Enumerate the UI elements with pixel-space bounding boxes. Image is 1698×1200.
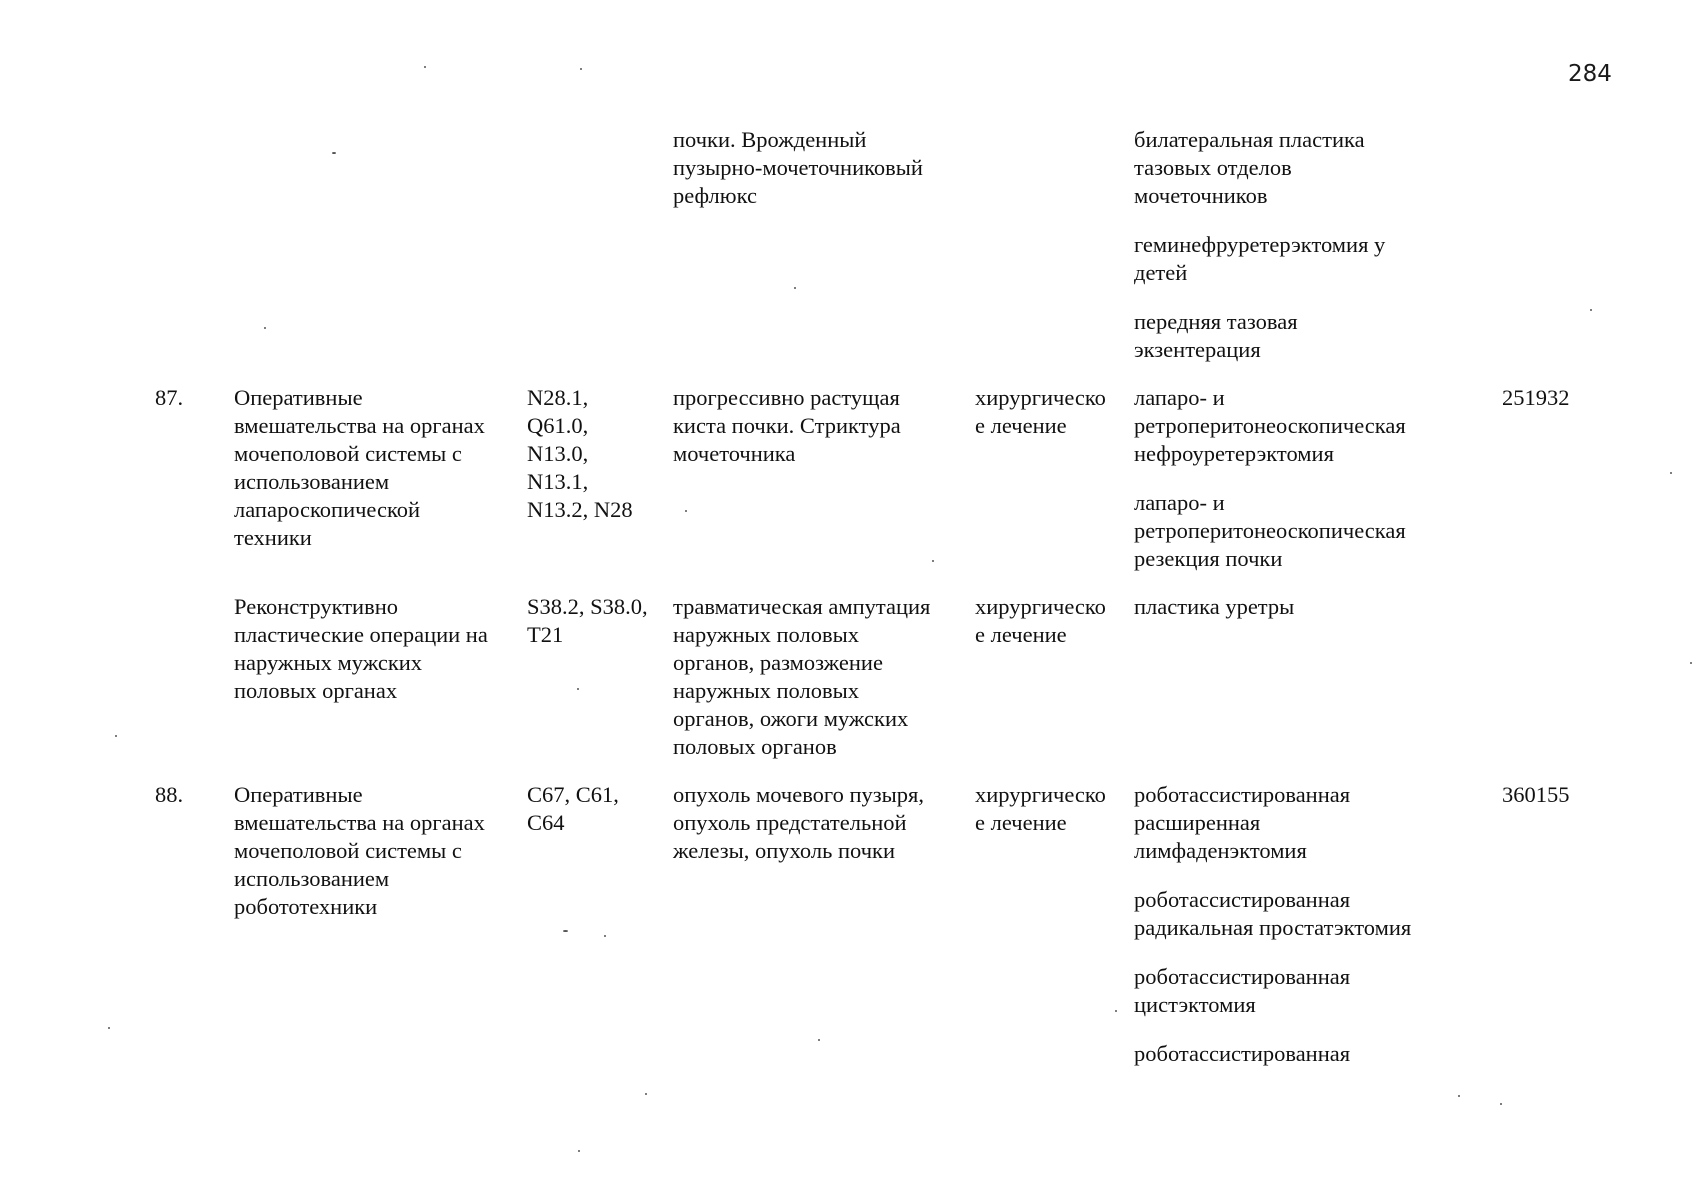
procedure-line: лапаро- и: [1134, 385, 1225, 410]
procedure-line: мочеточников: [1134, 183, 1268, 208]
icd-code-line: C64: [527, 810, 565, 835]
treatment-line: хирургическо: [975, 594, 1106, 619]
procedure-line: передняя тазовая: [1134, 309, 1298, 334]
diagnosis-line: железы, опухоль почки: [673, 838, 895, 863]
service-name-line: мочеполовой системы с: [234, 441, 462, 466]
service-name-cell: [234, 781, 485, 921]
diagnosis-line: мочеточника: [673, 441, 796, 466]
scan-speck: [685, 510, 687, 512]
scan-speck: [818, 1039, 820, 1041]
procedures-cell: [1134, 593, 1294, 621]
scan-speck: [577, 688, 579, 690]
treatment-type-cell: [975, 593, 1106, 649]
scan-speck: [932, 560, 934, 562]
service-name-line: использованием: [234, 469, 390, 494]
icd-code-line: N28.1,: [527, 385, 589, 410]
service-name-line: робототехники: [234, 894, 378, 919]
diagnosis-line: пузырно-мочеточниковый: [673, 155, 923, 180]
procedure-item: [1134, 963, 1411, 1019]
service-name-line: половых органах: [234, 678, 398, 703]
service-name-line: наружных мужских: [234, 650, 423, 675]
procedure-line: ретроперитонеоскопическая: [1134, 413, 1406, 438]
procedure-line: пластика уретры: [1134, 594, 1295, 619]
treatment-type-cell: [975, 384, 1106, 440]
icd-code-line: C67, C61,: [527, 782, 619, 807]
diagnosis-line: прогрессивно растущая: [673, 385, 900, 410]
procedure-line: экзентерация: [1134, 337, 1261, 362]
treatment-line: е лечение: [975, 413, 1067, 438]
scan-speck: [645, 1093, 647, 1095]
procedure-line: лимфаденэктомия: [1134, 838, 1307, 863]
procedures-cell: [1134, 781, 1411, 1068]
icd-code-line: Q61.0,: [527, 413, 589, 438]
procedure-line: роботассистированная: [1134, 1041, 1351, 1066]
scan-speck: [1690, 662, 1692, 664]
row-number: 87.: [155, 385, 184, 410]
service-name-line: Реконструктивно: [234, 594, 399, 619]
scan-speck: [1500, 1103, 1502, 1105]
diagnosis-line: травматическая ампутация: [673, 594, 931, 619]
diagnosis-line: наружных половых: [673, 678, 859, 703]
icd-codes-cell: [527, 781, 619, 837]
procedure-line: роботассистированная: [1134, 782, 1351, 807]
procedure-line: цистэктомия: [1134, 992, 1256, 1017]
procedures-cell: [1134, 384, 1406, 573]
scan-speck: [1590, 309, 1592, 311]
diagnosis-cell: [673, 593, 930, 761]
scan-speck: [332, 152, 336, 154]
treatment-line: хирургическо: [975, 385, 1106, 410]
scan-speck: [115, 735, 117, 737]
diagnosis-line: половых органов: [673, 734, 837, 759]
procedure-item: [1134, 384, 1406, 468]
scan-speck: [264, 327, 266, 329]
procedure-item: [1134, 126, 1385, 210]
procedure-item: [1134, 308, 1385, 364]
diagnosis-line: наружных половых: [673, 622, 859, 647]
diagnosis-line: опухоль предстательной: [673, 810, 907, 835]
icd-codes-cell: [527, 384, 633, 524]
diagnosis-cell: [673, 126, 923, 210]
service-name-line: Оперативные: [234, 385, 363, 410]
procedure-line: геминефруретерэктомия у: [1134, 232, 1386, 257]
procedures-cell: [1134, 126, 1385, 364]
cost-cell: 360155: [1502, 782, 1570, 807]
diagnosis-line: органов, размозжение: [673, 650, 883, 675]
diagnosis-line: органов, ожоги мужских: [673, 706, 909, 731]
icd-code-line: N13.1,: [527, 469, 589, 494]
scan-speck: [794, 287, 796, 289]
procedure-item: [1134, 1040, 1411, 1068]
scan-speck: [578, 1150, 580, 1152]
procedure-item: [1134, 781, 1411, 865]
service-name-line: Оперативные: [234, 782, 363, 807]
procedure-item: [1134, 231, 1385, 287]
scan-speck: [1670, 472, 1672, 474]
service-name-cell: [234, 384, 485, 552]
service-name-line: техники: [234, 525, 312, 550]
scan-speck: [108, 1027, 110, 1029]
treatment-type-cell: [975, 781, 1106, 837]
procedure-line: нефроуретерэктомия: [1134, 441, 1334, 466]
diagnosis-cell: [673, 384, 901, 468]
diagnosis-cell: [673, 781, 924, 865]
service-name-line: пластические операции на: [234, 622, 488, 647]
treatment-line: е лечение: [975, 622, 1067, 647]
procedure-line: роботассистированная: [1134, 964, 1351, 989]
scan-speck: [1458, 1095, 1460, 1097]
service-name-line: вмешательства на органах: [234, 810, 485, 835]
page-number: 284: [1568, 61, 1612, 87]
procedure-line: лапаро- и: [1134, 490, 1225, 515]
diagnosis-line: опухоль мочевого пузыря,: [673, 782, 924, 807]
service-name-cell: [234, 593, 488, 705]
procedure-item: [1134, 489, 1406, 573]
service-name-line: вмешательства на органах: [234, 413, 485, 438]
procedure-line: ретроперитонеоскопическая: [1134, 518, 1406, 543]
procedure-line: расширенная: [1134, 810, 1261, 835]
procedure-line: детей: [1134, 260, 1188, 285]
diagnosis-line: рефлюкс: [673, 183, 757, 208]
diagnosis-line: почки. Врожденный: [673, 127, 867, 152]
diagnosis-line: киста почки. Стриктура: [673, 413, 901, 438]
icd-code-line: T21: [527, 622, 564, 647]
service-name-line: мочеполовой системы с: [234, 838, 462, 863]
procedure-line: билатеральная пластика: [1134, 127, 1365, 152]
procedure-item: [1134, 593, 1294, 621]
cost-cell: 251932: [1502, 385, 1570, 410]
service-name-line: лапароскопической: [234, 497, 421, 522]
procedure-item: [1134, 886, 1411, 942]
procedure-line: радикальная простатэктомия: [1134, 915, 1412, 940]
treatment-line: е лечение: [975, 810, 1067, 835]
service-name-line: использованием: [234, 866, 390, 891]
row-number: 88.: [155, 782, 184, 807]
treatment-line: хирургическо: [975, 782, 1106, 807]
scan-speck: [580, 68, 582, 70]
icd-code-line: N13.2, N28: [527, 497, 633, 522]
scan-speck: [604, 935, 606, 937]
scan-speck: [424, 66, 426, 68]
procedure-line: тазовых отделов: [1134, 155, 1292, 180]
icd-codes-cell: [527, 593, 648, 649]
scan-speck: [1115, 1010, 1117, 1012]
icd-code-line: N13.0,: [527, 441, 589, 466]
icd-code-line: S38.2, S38.0,: [527, 594, 648, 619]
procedure-line: резекция почки: [1134, 546, 1283, 571]
scan-speck: [563, 930, 568, 932]
procedure-line: роботассистированная: [1134, 887, 1351, 912]
